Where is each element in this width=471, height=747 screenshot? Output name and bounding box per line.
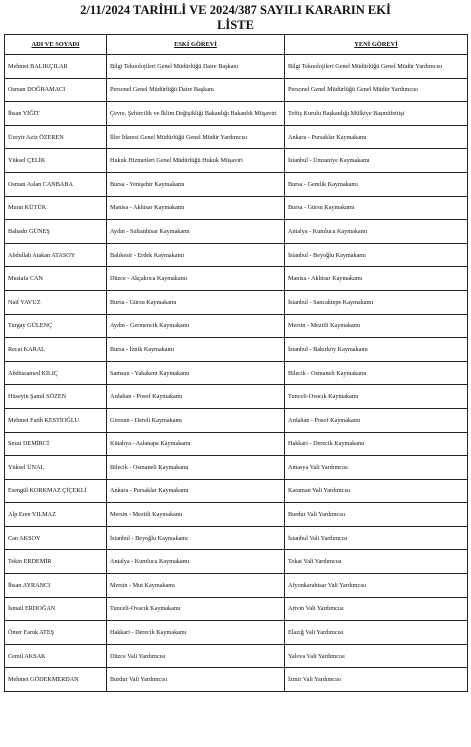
cell-new-position: Mersin - Mezitli Kaymakamı xyxy=(285,314,468,338)
cell-name: Ömer Faruk ATEŞ xyxy=(5,621,107,645)
cell-new-position: Bursa - Gürsu Kaymakamı xyxy=(285,196,468,220)
cell-new-position: Tunceli-Ovacık Kaymakamı xyxy=(285,385,468,409)
table-header-row xyxy=(5,35,468,55)
cell-new-position: Teftiş Kurulu Başkanlığı Mülkiye Başmüfettişi xyxy=(285,102,468,126)
cell-new-position: Ankara - Pursaklar Kaymakamı xyxy=(285,125,468,149)
cell-new-position: Tokat Vali Yardımcısı xyxy=(285,550,468,574)
cell-new-position: İstanbul Vali Yardımcısı xyxy=(285,526,468,550)
cell-new-position: Amasya Vali Yardımcısı xyxy=(285,456,468,480)
table-row xyxy=(5,338,468,362)
cell-old-position: Bursa - Yenişehir Kaymakamı xyxy=(107,172,285,196)
cell-name: Can AKSOY xyxy=(5,526,107,550)
table-row xyxy=(5,267,468,291)
cell-new-position: Bursa - Gemlik Kaymakamı xyxy=(285,172,468,196)
cell-name: Naif YAVUZ xyxy=(5,290,107,314)
cell-old-position: Bilecik - Osmaneli Kaymakamı xyxy=(107,456,285,480)
cell-new-position: Karaman Vali Yardımcısı xyxy=(285,479,468,503)
cell-old-position: Aydın - Germencik Kaymakamı xyxy=(107,314,285,338)
cell-old-position: Antalya - Kumluca Kaymakamı xyxy=(107,550,285,574)
cell-old-position: İstanbul - Beyoğlu Kaymakamı xyxy=(107,526,285,550)
cell-name: İhsan YİĞİT xyxy=(5,102,107,126)
cell-old-position: Düzce Vali Yardımcısı xyxy=(107,644,285,668)
table-row xyxy=(5,314,468,338)
table-row xyxy=(5,361,468,385)
cell-old-position: Hukuk Hizmetleri Genel Müdürlüğü Hukuk Müşaviri xyxy=(107,149,285,173)
table-row xyxy=(5,621,468,645)
cell-old-position: Hakkari - Derecik Kaymakamı xyxy=(107,621,285,645)
table-row xyxy=(5,55,468,79)
cell-old-position: Tunceli-Ovacık Kaymakamı xyxy=(107,597,285,621)
cell-name: Abdüssamed KILIÇ xyxy=(5,361,107,385)
table-row xyxy=(5,644,468,668)
cell-new-position: İstanbul - Beyoğlu Kaymakamı xyxy=(285,243,468,267)
cell-name: Yüksel ÇELİK xyxy=(5,149,107,173)
cell-name: Üzeyir Aziz ÖZEREN xyxy=(5,125,107,149)
cell-new-position: Bilecik - Osmaneli Kaymakamı xyxy=(285,361,468,385)
cell-old-position: Samsun - Yakakent Kaymakamı xyxy=(107,361,285,385)
cell-old-position: Çevre, Şehircilik ve İklim Değişikliği Bakanlığı Bakanlık Müşaviri xyxy=(107,102,285,126)
table-row xyxy=(5,220,468,244)
cell-name: Tekin ERDEMİR xyxy=(5,550,107,574)
table-row xyxy=(5,456,468,480)
table-row xyxy=(5,196,468,220)
table-row xyxy=(5,479,468,503)
cell-name: İhsan AYRANCI xyxy=(5,574,107,598)
cell-old-position: Mersin - Mezitli Kaymakamı xyxy=(107,503,285,527)
table-row xyxy=(5,597,468,621)
table-row xyxy=(5,503,468,527)
cell-name: Mehmet GÖDEKMERDAN xyxy=(5,668,107,692)
cell-new-position: İstanbul - Bakırköy Kaymakamı xyxy=(285,338,468,362)
cell-name: Recai KARAL xyxy=(5,338,107,362)
cell-old-position: Aydın - Sultanhisar Kaymakamı xyxy=(107,220,285,244)
cell-old-position: Düzce - Akçakoca Kaymakamı xyxy=(107,267,285,291)
cell-name: Mehmet Fatih KESTİOĞLU xyxy=(5,408,107,432)
cell-old-position: Ardahan - Posof Kaymakamı xyxy=(107,385,285,409)
cell-name: Yüksel ÜNAL xyxy=(5,456,107,480)
cell-new-position: Antalya - Kumluca Kaymakamı xyxy=(285,220,468,244)
cell-old-position: Burdur Vali Yardımcısı xyxy=(107,668,285,692)
cell-new-position: Hakkari - Derecik Kaymakamı xyxy=(285,432,468,456)
cell-new-position: Personel Genel Müdürlüğü Genel Müdür Yardımcısı xyxy=(285,78,468,102)
cell-new-position: Yalova Vali Yardımcısı xyxy=(285,644,468,668)
cell-name: Murat KÜTÜK xyxy=(5,196,107,220)
cell-old-position: Manisa - Akhisar Kaymakamı xyxy=(107,196,285,220)
table-row xyxy=(5,432,468,456)
cell-new-position: Bilgi Teknolojileri Genel Müdürlüğü Genel Müdür Yardımcısı xyxy=(285,55,468,79)
cell-name: Hüseyin Şamil SÖZEN xyxy=(5,385,107,409)
cell-name: Osman Aslan CANBABA xyxy=(5,172,107,196)
cell-name: Sezai DEMİRCİ xyxy=(5,432,107,456)
cell-new-position: İstanbul - Sancaktepe Kaymakamı xyxy=(285,290,468,314)
cell-old-position: Ankara - Pursaklar Kaymakamı xyxy=(107,479,285,503)
cell-new-position: İstanbul - Ümraniye Kaymakamı xyxy=(285,149,468,173)
title-line-2: LİSTE xyxy=(217,18,254,32)
cell-new-position: İzmir Vali Yardımcısı xyxy=(285,668,468,692)
title-line-1: 2/11/2024 TARİHLİ VE 2024/387 SAYILI KARARIN EKİ xyxy=(80,3,391,17)
cell-new-position: Artvin Vali Yardımcısı xyxy=(285,597,468,621)
cell-new-position: Afyonkarahisar Vali Yardımcısı xyxy=(285,574,468,598)
table-row xyxy=(5,172,468,196)
cell-name: Alp Eren YILMAZ xyxy=(5,503,107,527)
cell-name: Abdullah Atakan ATASOY xyxy=(5,243,107,267)
table-row xyxy=(5,385,468,409)
table-row xyxy=(5,102,468,126)
table-body xyxy=(5,55,468,692)
table-row xyxy=(5,78,468,102)
cell-old-position: Bursa - İznik Kaymakamı xyxy=(107,338,285,362)
table-row xyxy=(5,574,468,598)
cell-old-position: Balıkesir - Erdek Kaymakamı xyxy=(107,243,285,267)
assignment-table xyxy=(4,34,468,692)
cell-name: İsmail ERDOĞAN xyxy=(5,597,107,621)
table-row xyxy=(5,290,468,314)
cell-old-position: Kütahya - Aslanapa Kaymakamı xyxy=(107,432,285,456)
cell-new-position: Manisa - Akhisar Kaymakamı xyxy=(285,267,468,291)
cell-old-position: Mersin - Mut Kaymakamı xyxy=(107,574,285,598)
cell-name: Mustafa CAN xyxy=(5,267,107,291)
cell-name: Esengül KORKMAZ ÇİÇEKLİ xyxy=(5,479,107,503)
table-row xyxy=(5,526,468,550)
cell-name: Mehmet BALIKÇILAR xyxy=(5,55,107,79)
cell-old-position: Bilgi Teknolojileri Genel Müdürlüğü Daire Başkanı xyxy=(107,55,285,79)
cell-name: Bahadır GÜNEŞ xyxy=(5,220,107,244)
table-row xyxy=(5,550,468,574)
table-row xyxy=(5,668,468,692)
cell-old-position: Personel Genel Müdürlüğü Daire Başkanı xyxy=(107,78,285,102)
cell-new-position: Burdur Vali Yardımcısı xyxy=(285,503,468,527)
table-row xyxy=(5,125,468,149)
cell-old-position: İller İdaresi Genel Müdürlüğü Genel Müdür Yardımcısı xyxy=(107,125,285,149)
header-new-position: YENİ GÖREVİ xyxy=(285,35,468,55)
cell-name: Turgay GÜLENÇ xyxy=(5,314,107,338)
cell-name: Osman DOĞRAMACI xyxy=(5,78,107,102)
table-row xyxy=(5,149,468,173)
header-old-position: ESKİ GÖREVİ xyxy=(107,35,285,55)
cell-old-position: Giresun - Dereli Kaymakamı xyxy=(107,408,285,432)
document-title xyxy=(0,0,471,33)
cell-new-position: Elazığ Vali Yardımcısı xyxy=(285,621,468,645)
cell-new-position: Ardahan - Posof Kaymakamı xyxy=(285,408,468,432)
cell-old-position: Bursa - Gürsu Kaymakamı xyxy=(107,290,285,314)
table-row xyxy=(5,243,468,267)
cell-name: Cemil AKSAK xyxy=(5,644,107,668)
header-name: ADI VE SOYADI xyxy=(5,35,107,55)
table-row xyxy=(5,408,468,432)
